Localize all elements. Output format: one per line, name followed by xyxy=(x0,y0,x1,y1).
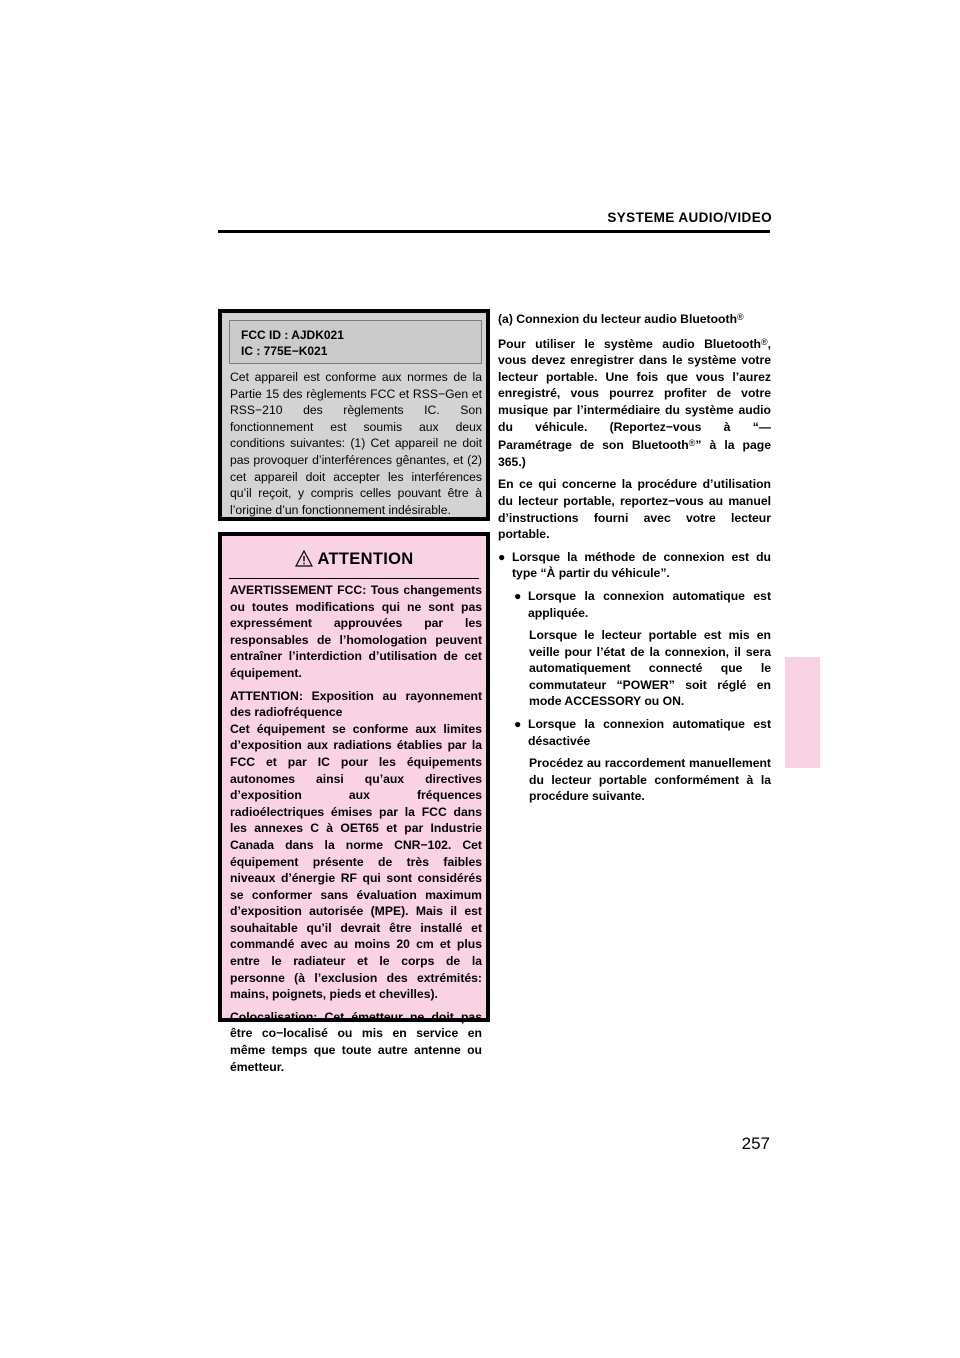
bullet-icon: ● xyxy=(514,588,522,603)
fcc-compliance-text: Cet appareil est conforme aux normes de la Partie 15 des règlements FCC et RSS−Gen et RSS−210 des règlements IC. Son fonctionnement est soumis aux deux conditions suivantes: (1) Cet appareil ne doit pas provoquer d’interférences gênantes, et (2) cet appareil doit accepter les interférences qu’il reçoit, y compris celles pouvant être à l’origine d’un fonctionnement indésirable. xyxy=(230,370,482,517)
list-item xyxy=(514,716,771,749)
fcc-warning-paragraph: AVERTISSEMENT FCC: Tous changements ou toutes modifications qui ne sont pas expressément approuvées par les responsables de l’homologation peuvent entraîner l’interdiction d’utilisation de cet équipement. xyxy=(230,583,482,680)
fcc-id-box xyxy=(229,320,482,364)
intro-paragraph xyxy=(498,334,771,471)
procedure-paragraph: En ce qui concerne la procédure d’utilisation du lecteur portable, reportez−vous au manuel d’instructions fourni avec votre lecteur portable. xyxy=(498,477,771,542)
registered-mark: ® xyxy=(760,336,768,347)
colocation-paragraph: Colocalisation: Cet émetteur ne doit pas être co−localisé ou mis en service en même temps que toute autre antenne ou émetteur. xyxy=(230,1009,482,1074)
manual-connect-text: Procédez au raccordement manuellement du lecteur portable conformément à la procédure suivante. xyxy=(529,756,771,804)
attention-body xyxy=(230,582,482,1081)
bullet-icon: ● xyxy=(498,549,506,564)
page-number: 257 xyxy=(741,1134,770,1153)
bullet-text: Lorsque la connexion automatique est désactivée xyxy=(528,717,771,748)
rf-exposure-paragraph xyxy=(230,688,482,1003)
registered-mark: ® xyxy=(688,438,696,449)
section-heading xyxy=(498,309,771,328)
section-side-tab xyxy=(785,657,820,768)
header-rule xyxy=(218,230,770,233)
bullet-icon: ● xyxy=(514,717,522,732)
list-item xyxy=(514,588,771,621)
bullet-text: Lorsque la méthode de connexion est du type “À partir du véhicule”. xyxy=(512,549,771,581)
warning-triangle-icon xyxy=(295,550,313,567)
attention-heading xyxy=(222,550,486,569)
ic-id-line: IC : 775E−K021 xyxy=(241,344,328,358)
attention-title: ATTENTION xyxy=(317,550,414,568)
auto-connect-text: Lorsque le lecteur portable est mis en veille pour l’état de la connexion, il sera automatiquement connecté que le commutateur “POWER” soit réglé en mode ACCESSORY ou ON. xyxy=(529,628,771,709)
list-item xyxy=(498,549,771,582)
section-heading-text: (a) Connexion du lecteur audio Bluetooth xyxy=(498,312,738,326)
intro-text-start: Pour utiliser le système audio Bluetooth xyxy=(498,336,761,351)
intro-text-end: ” à la page 365.) xyxy=(498,438,771,469)
rf-exposure-text: Cet équipement se conforme aux limites d’exposition aux radiations établies par la FCC et par IC pour les équipements autonomes ainsi qu’aux directives d’exposition aux fréquences radioélectriques émises par la FCC dans les annexes C à OET65 et par Industrie Canada dans la norme CNR−102. Cet équipement présente de très faibles niveaux d’énergie RF qui sont considérés se conformer sans évaluation maximum d’exposition autorisée (MPE). Mais il est souhaitable qu’il devrait être installé et commandé avec au moins 20 cm et plus entre le radiateur et le corps de la personne (à l’exclusion des extrémités: mains, poignets, pieds et chevilles). xyxy=(230,721,482,1002)
registered-mark: ® xyxy=(737,312,744,322)
fcc-info-box xyxy=(218,309,490,521)
attention-box xyxy=(218,532,490,1074)
right-column xyxy=(498,309,771,811)
section-header: SYSTEME AUDIO/VIDEO xyxy=(607,210,772,225)
fcc-id-line: FCC ID : AJDK021 xyxy=(241,328,344,342)
attention-rule xyxy=(229,578,479,579)
intro-text-middle: , vous devez enregistrer dans le système votre lecteur portable. Une fois que vous l’aurez enregistré, vous pourrez profiter de votre musique par l’intermédiaire du système audio du véhicule. (Reportez−vous à “— Paramétrage de son Bluetooth xyxy=(498,336,771,453)
bullet-text: Lorsque la connexion automatique est appliquée. xyxy=(528,588,771,620)
rf-exposure-title: ATTENTION: Exposition au rayonnement des radiofréquence xyxy=(230,688,482,720)
